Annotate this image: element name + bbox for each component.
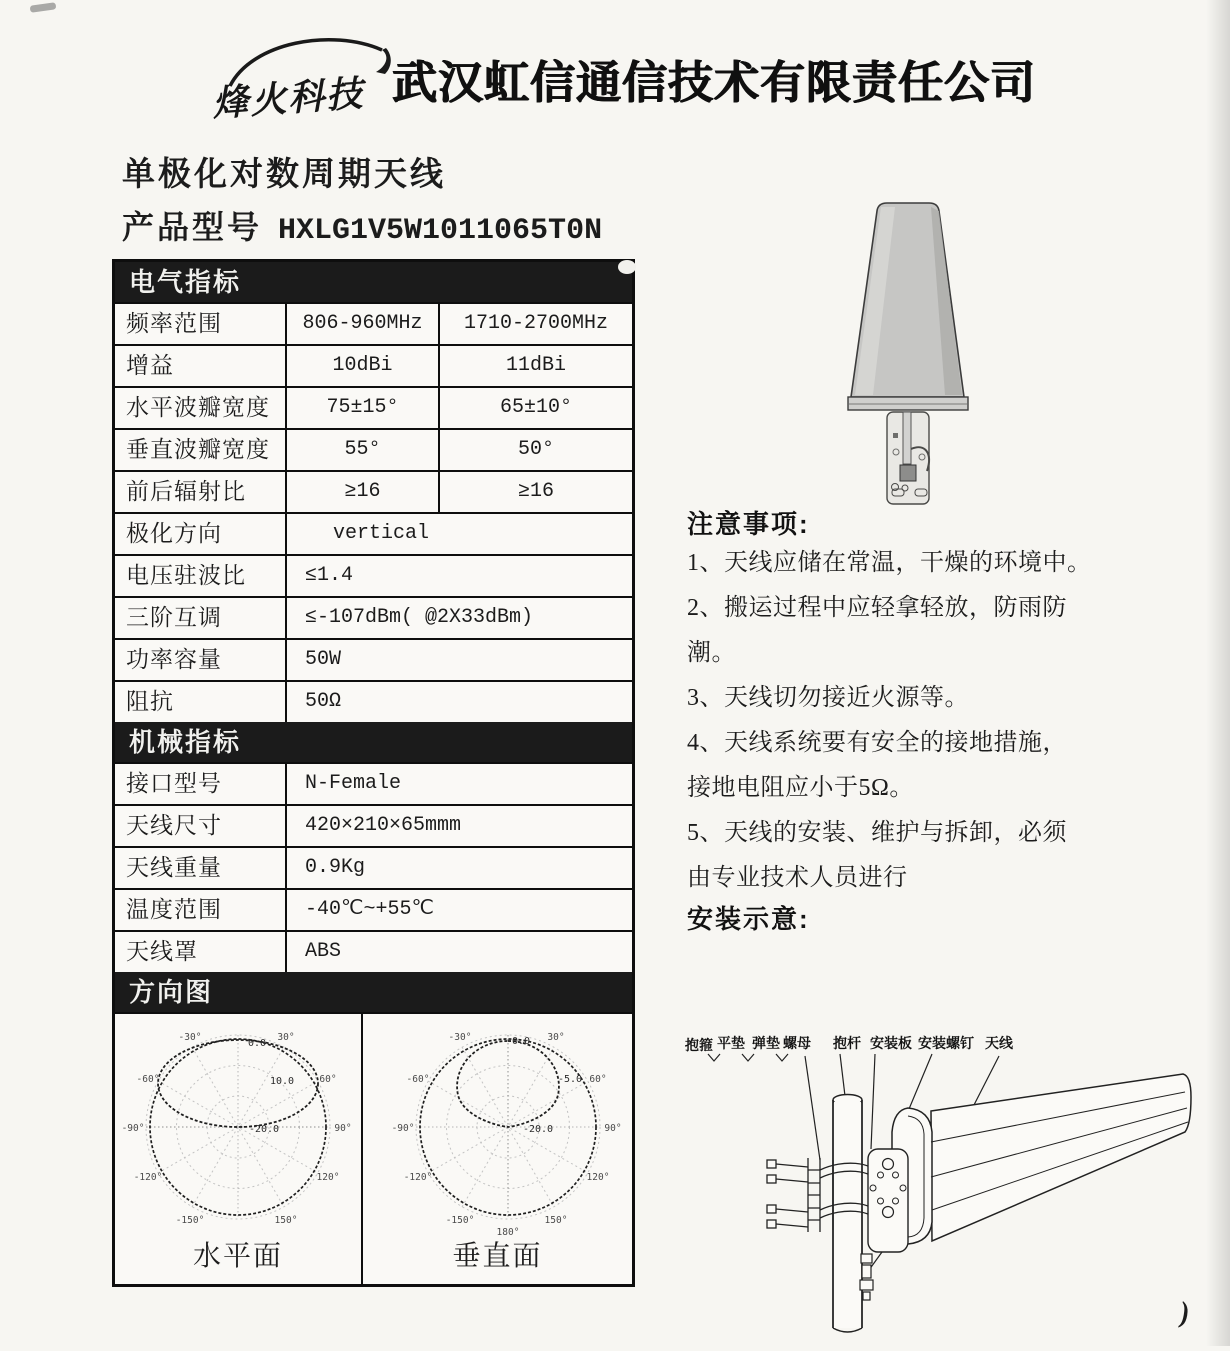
row-label: 接口型号 <box>115 764 287 804</box>
row-value: N-Female <box>305 772 402 795</box>
angle-label: 120° <box>316 1172 340 1183</box>
row-label: 阻抗 <box>115 682 287 722</box>
pole <box>833 1095 862 1333</box>
peak-value-label: 0.0 <box>511 1036 531 1047</box>
angle-label: -30° <box>448 1032 472 1043</box>
antenna-product-photo <box>845 197 971 514</box>
angle-label: 180° <box>496 1227 520 1238</box>
angle-label: 150° <box>274 1215 298 1226</box>
row-value-high: 65±10° <box>499 396 572 419</box>
table-row-vswr <box>115 554 632 596</box>
part-labels <box>684 1035 1014 1054</box>
row-label: 频率范围 <box>115 304 287 344</box>
polar-plot-horizontal <box>121 1024 352 1230</box>
table-row-impedance <box>115 680 632 722</box>
notes-title: 注意事项: <box>687 509 810 539</box>
table-row-power <box>115 638 632 680</box>
part-label-antenna: 天线 <box>985 1037 1013 1052</box>
angle-label: 30° <box>547 1032 565 1043</box>
mounting-plate <box>868 1149 908 1252</box>
row-label: 增益 <box>115 346 287 386</box>
row-value: 50Ω <box>305 690 342 713</box>
antenna-body <box>892 1074 1191 1244</box>
table-row-gain <box>115 344 632 386</box>
notes-section <box>687 504 1227 901</box>
table-row-weight <box>115 846 632 888</box>
company-logo <box>208 26 398 122</box>
model-label: 产品型号 <box>122 209 263 245</box>
section-header-electrical-label: 电气指标 <box>129 267 242 297</box>
section-header-pattern-label: 方向图 <box>129 977 214 1007</box>
logo-swoosh-hook <box>376 48 391 74</box>
section-header-mechanical <box>115 722 632 762</box>
scan-artifact-dot <box>618 260 636 274</box>
note-line: 3、天线切勿接近火源等。 <box>687 685 969 711</box>
angle-label: 90° <box>334 1123 352 1134</box>
row-value: vertical <box>333 522 430 545</box>
angle-label: 150° <box>544 1215 568 1226</box>
note-line: 由专业技术人员进行 <box>687 865 908 891</box>
row-label: 温度范围 <box>115 890 287 930</box>
angle-label: -90° <box>121 1123 145 1134</box>
plot-caption-horizontal: 水平面 <box>192 1241 283 1272</box>
pattern-plots-row <box>115 1012 632 1284</box>
row-value-high: 11dBi <box>505 354 566 377</box>
row-value-low: 75±15° <box>287 388 440 428</box>
table-row-hbeamwidth <box>115 386 632 428</box>
part-label-clamp: 抱箍 <box>685 1039 713 1054</box>
part-label-pole: 抱杆 <box>833 1037 861 1052</box>
row-value: ≤-107dBm( @2X33dBm) <box>305 606 534 629</box>
row-value-low: 10dBi <box>287 346 440 386</box>
section-header-pattern <box>115 972 632 1012</box>
angle-label: 90° <box>604 1123 622 1134</box>
polar-plot-vertical-cell <box>363 1014 632 1284</box>
center-value-label: -20.0 <box>248 1124 280 1135</box>
part-label-mount-screws: 安装螺钉 <box>918 1037 974 1052</box>
n-connector <box>860 1252 882 1300</box>
note-line: 2、搬运过程中应轻拿轻放，防雨防 <box>687 595 1067 621</box>
bolt-dot <box>893 433 898 438</box>
antenna-photo-graphic <box>845 197 971 509</box>
table-row-frequency <box>115 302 632 344</box>
row-label: 天线罩 <box>115 932 287 972</box>
mid-value-label: -5.0 <box>557 1074 583 1085</box>
row-label: 极化方向 <box>115 514 287 554</box>
angle-label: 60° <box>319 1074 337 1085</box>
row-value-high: ≥16 <box>517 480 554 503</box>
feed-tube <box>903 412 911 464</box>
table-row-vbeamwidth <box>115 428 632 470</box>
row-value: 0.9Kg <box>305 856 366 879</box>
angle-label: 120° <box>586 1172 610 1183</box>
scan-corner-mark: ) <box>1177 1295 1192 1330</box>
part-label-mount-plate: 安装板 <box>870 1037 912 1052</box>
company-name: 武汉虹信通信技术有限责任公司 <box>392 57 1037 108</box>
angle-label: 60° <box>589 1074 607 1085</box>
angle-label: -150° <box>175 1215 205 1226</box>
table-row-connector <box>115 762 632 804</box>
note-line: 4、天线系统要有安全的接地措施， <box>687 730 1067 756</box>
plot-caption-vertical: 垂直面 <box>452 1241 543 1272</box>
angle-label: -60° <box>406 1074 430 1085</box>
polar-value-labels <box>512 1036 582 1135</box>
row-value: 50W <box>305 648 342 671</box>
row-value: 420×210×65mmm <box>305 814 462 837</box>
row-value: ≤1.4 <box>305 564 354 587</box>
installation-diagram-graphic <box>668 1012 1230 1346</box>
section-header-mechanical-label: 机械指标 <box>129 727 242 757</box>
row-label: 天线重量 <box>115 848 287 888</box>
polar-angle-labels <box>122 1032 352 1226</box>
table-row-radome <box>115 930 632 972</box>
product-title: 单极化对数周期天线 <box>122 157 446 193</box>
row-label: 前后辐射比 <box>115 472 287 512</box>
logo-graphic <box>208 26 398 122</box>
polar-plot-horizontal-cell <box>115 1014 363 1284</box>
part-label-nut: 螺母 <box>783 1037 811 1052</box>
row-label: 三阶互调 <box>115 598 287 638</box>
connector-block <box>900 465 916 481</box>
angle-label: -120° <box>133 1172 163 1183</box>
mid-value-label: 10.0 <box>269 1076 295 1087</box>
spec-table <box>112 259 635 1287</box>
angle-label: -90° <box>391 1123 415 1134</box>
center-value-label: -20.0 <box>522 1124 554 1135</box>
table-row-fbratio <box>115 470 632 512</box>
install-title: 安装示意: <box>687 904 810 934</box>
table-row-dimensions <box>115 804 632 846</box>
angle-label: -150° <box>445 1215 475 1226</box>
polar-value-labels <box>248 1038 294 1135</box>
table-row-temperature <box>115 888 632 930</box>
row-value-low: 55° <box>287 430 440 470</box>
row-label: 电压驻波比 <box>115 556 287 596</box>
product-model-line <box>122 202 602 248</box>
section-header-electrical <box>115 262 632 302</box>
row-value: -40℃~+55℃ <box>305 898 434 921</box>
row-value-high: 1710-2700MHz <box>463 312 609 335</box>
row-label: 垂直波瓣宽度 <box>115 430 287 470</box>
polar-plot-vertical <box>391 1024 622 1238</box>
logo-text: 烽火科技 <box>210 72 366 122</box>
part-label-spring-washer: 弹垫 <box>752 1037 780 1052</box>
table-row-polarization <box>115 512 632 554</box>
part-label-flat-washer: 平垫 <box>717 1037 745 1052</box>
angle-label: 30° <box>277 1032 295 1043</box>
note-line: 接地电阻应小于5Ω。 <box>687 775 914 801</box>
row-value-low: ≥16 <box>287 472 440 512</box>
row-label: 功率容量 <box>115 640 287 680</box>
note-line: 5、天线的安装、维护与拆卸，必须 <box>687 820 1067 846</box>
polar-angle-labels <box>392 1032 622 1238</box>
angle-label: -30° <box>178 1032 202 1043</box>
note-line: 1、天线应储在常温，干燥的环境中。 <box>687 550 1092 576</box>
scan-artifact <box>30 2 57 13</box>
row-label: 水平波瓣宽度 <box>115 388 287 428</box>
angle-label: -120° <box>403 1172 433 1183</box>
installation-diagram <box>668 1012 1230 1351</box>
angle-label: -60° <box>136 1074 160 1085</box>
row-value-high: 50° <box>517 438 554 461</box>
row-value: ABS <box>305 940 342 963</box>
note-line: 潮。 <box>687 640 736 666</box>
row-label: 天线尺寸 <box>115 806 287 846</box>
model-value: HXLG1V5W1011065T0N <box>278 214 603 248</box>
peak-value-label: 0.0 <box>247 1038 267 1049</box>
clamp-bolts <box>767 1160 808 1228</box>
scan-edge-shadow <box>1206 0 1230 1346</box>
table-row-intermod <box>115 596 632 638</box>
row-value-low: 806-960MHz <box>287 304 440 344</box>
